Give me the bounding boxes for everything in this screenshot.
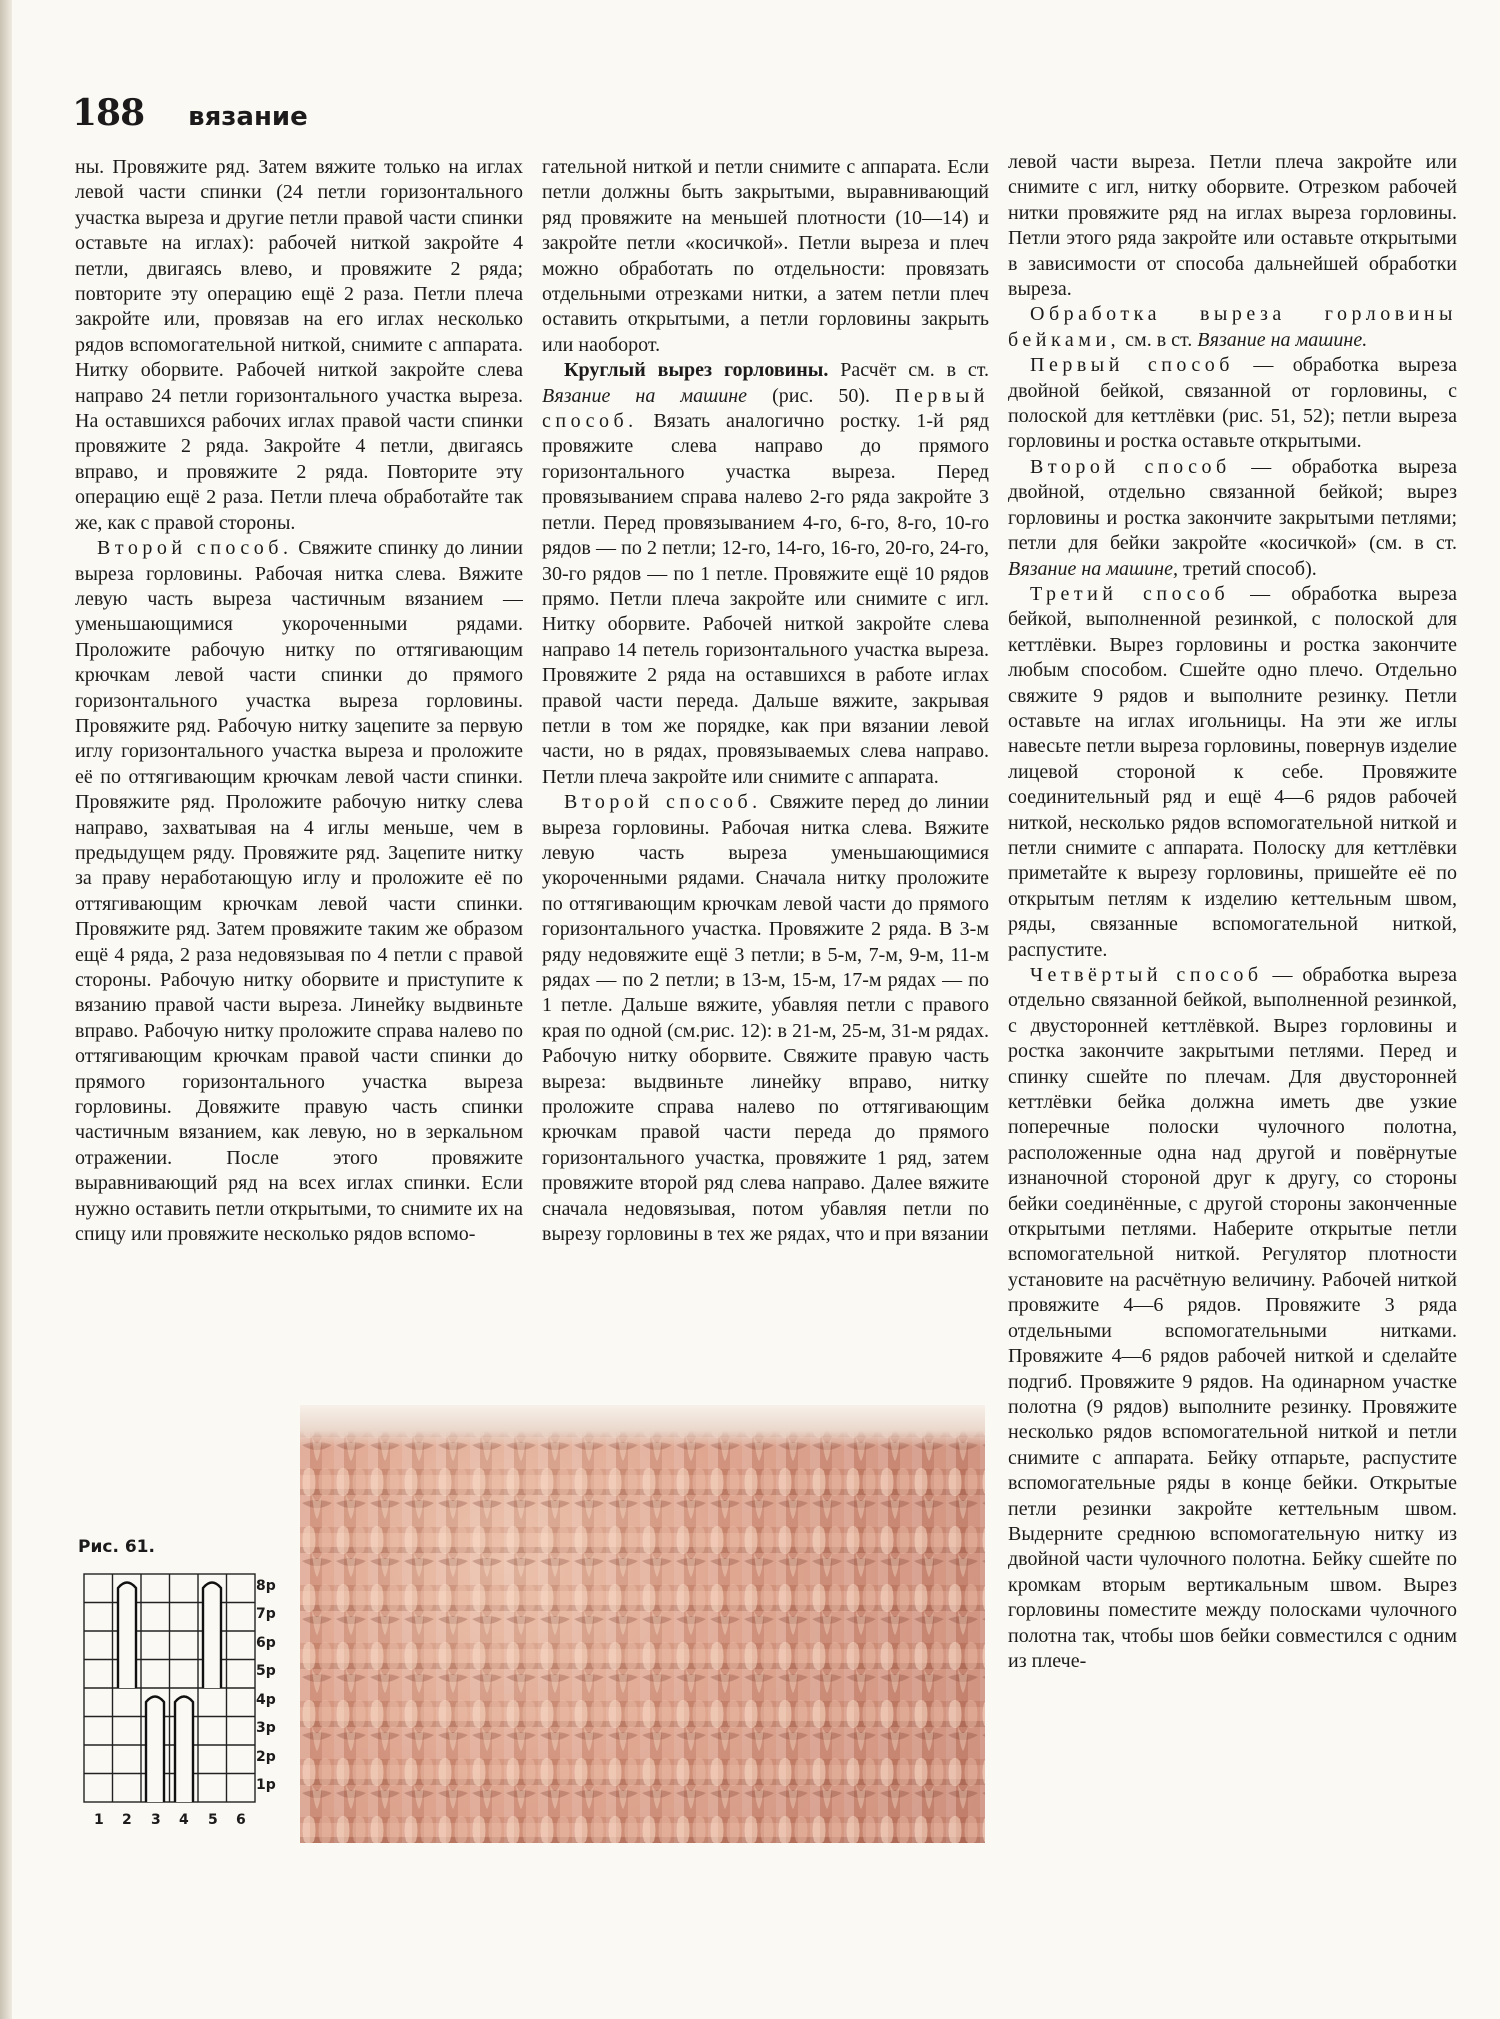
chart-col-label: 3 (151, 1812, 161, 1828)
paragraph-text: третий способ). (1177, 557, 1317, 580)
chart-col-label: 6 (236, 1812, 246, 1828)
knit-texture (300, 1405, 985, 1843)
text-column-2 (542, 155, 989, 1367)
chart-row-label: 8р (256, 1578, 276, 1594)
method-heading: Третий способ (1030, 582, 1230, 605)
chart-stitch-symbol (118, 1583, 136, 1689)
paragraph-text: Вязать аналогично ростку. 1-й ряд провяжите слева направо до прямого горизонтального участка выреза. Перед провязыванием справа налево 2-го ряда закройте 3 петли. Перед провязыванием 4-го, 6-го, 8-го, 10-го рядов — по 2 петли; 12-го, 14-го, 16-го, 20-го, 24-го, 30-го рядов — по 1 петле. Провяжите ещё 10 рядов прямо. Петли плеча закройте или снимите с игл. Нитку оборвите. Рабочей ниткой закройте слева направо 14 петель горизонтального участка выреза. Провяжите 2 ряда на оставшихся в работе иглах правой части переда. Дальше вяжите, закрывая петли в том же порядке, как при вязании левой части, но в рядах, провязываемых слева направо. Петли плеча закройте или снимите с аппарата. (542, 410, 989, 788)
paragraph-text: см. в ст. (1120, 328, 1198, 351)
paragraph-text: — обработка выреза двойной, отдельно связанной бейкой; вырез горловины и ростка закончите закрытыми петлями; петли для бейки закройте «косичкой» (см. в ст. (1008, 455, 1457, 555)
knitted-sample-photo (300, 1405, 985, 1843)
text-column-1 (75, 155, 523, 1369)
paragraph (542, 790, 989, 1247)
chart-row-label: 6р (256, 1635, 276, 1651)
paragraph-text: — обработка выреза отдельно связанной бейкой, выполненной резинкой, с двусторонней кеттлёвкой. Вырез горловины и ростка закончите закрытыми петлями. Перед и спинку сшейте по плечам. Для двусторонней кеттлёвки бейка должна иметь две узкие поперечные полоски чулочного полотна, расположенные одна над другой и повёрнутые изнаночной стороной друг к другу, со стороны бейки соединённые, с другой стороны законченные открытыми петлями. Наберите открытые петли вспомогательной ниткой. Регулятор плотности установите на расчётную величину. Рабочей ниткой провяжите 4—6 рядов. Провяжите 3 ряда отдельными вспомогательными нитками. Провяжите 4—6 рядов рабочей ниткой и сделайте подгиб. Провяжите 9 рядов. На одинарном участке полотна (9 рядов) выполните резинку. Провяжите несколько рядов вспомогательной ниткой и петли снимите с аппарата. Бейку отпарьте, распустите вспомогательные ряды в конце бейки. Открытые петли резинки закройте кеттельным швом. Выдерните среднюю вспомогательную нитку из двойной части чулочного полотна. Бейку сшейте по кромкам вторым вертикальным швом. Вырез горловины поместите между полосками чулочного полотна так, чтобы шов бейки совместился с одним из плече- (1008, 964, 1457, 1672)
cross-reference: Вязание на машине. (1197, 328, 1368, 351)
paragraph: гательной ниткой и петли снимите с аппарата. Если петли должны быть закрытыми, выравнивающий ряд провяжите на меньшей плотности (10—14) и закройте петли «косичкой». Петли выреза и плеч можно обработать по отдельности: провязать отдельными отрезками нитки, а затем петли плеч оставить открытыми, а петли горловины закрыть или наоборот. (542, 156, 989, 356)
paragraph-text: — обработка выреза бейкой, выполненной резинкой, с полоской для кеттлёвки. Вырез горловины и ростка закончите любым способом. Сшейте одно плечо. Отдельно свяжите 9 рядов и выполните резинку. Петли оставьте на иглах игольницы. На эти же иглы навесьте петли выреза горловины, повернув изделие лицевой стороной к себе. Провяжите соединительный ряд и ещё 4—6 рядов рабочей ниткой, несколько рядов вспомогательной ниткой и петли снимите с аппарата. Полоску для кеттлёвки приметайте к вырезу горловины, пришейте её по открытым петлям к изделию кеттельным швом, ряды, связанные вспомогательной ниткой, распустите. (1008, 582, 1457, 961)
paragraph (542, 358, 989, 790)
chart-row-label: 3р (256, 1720, 276, 1736)
paragraph (1008, 582, 1457, 963)
chart-row-label: 4р (256, 1692, 276, 1708)
chart-col-labels (82, 1812, 257, 1832)
chart-col-label: 1 (94, 1812, 104, 1828)
text-column-3 (1008, 150, 1457, 1850)
chart-row-label: 2р (256, 1749, 276, 1765)
paragraph: ны. Провяжите ряд. Затем вяжите только на иглах левой части спинки (24 петли горизонтального участка выреза и другие петли правой части спинки оставьте на иглах): рабочей ниткой закройте 4 петли, двигаясь влево, и провяжите 2 ряда; повторите эту операцию ещё 2 раза. Петли плеча закройте или, провязав на его иглах несколько рядов вспомогательной ниткой, снимите с аппарата. Нитку оборвите. Рабочей ниткой закройте слева направо 24 петли горизонтального участка выреза. На оставшихся рабочих иглах правой части спинки провяжите 2 ряда. Закройте 4 петли, двигаясь вправо, и провяжите 2 ряда. Повторите эту операцию ещё 2 раза. Петли плеча обработайте так же, как с правой стороны. (75, 156, 523, 534)
chart-col-label: 2 (122, 1812, 132, 1828)
page-number: 188 (72, 92, 145, 134)
chart-row-label: 1р (256, 1777, 276, 1793)
page-edge (0, 0, 12, 2019)
paragraph (1008, 302, 1457, 353)
paragraph (75, 536, 523, 1247)
method-heading: Первый способ (1030, 354, 1234, 377)
method-heading: Первый способ. (542, 384, 989, 433)
subsection-title: Круглый вырез горловины. (564, 359, 829, 382)
method-heading: Второй способ. (564, 791, 762, 814)
paragraph (1008, 963, 1457, 1674)
paragraph-text: Свяжите перед до линии выреза горловины. Рабочая нитка слева. Вяжите левую часть выреза уменьшающимися укороченными рядами. Сначала нитку проложите по оттягивающим крючкам левой части до прямого горизонтального участка. Провяжите 2 ряда. В 3-м ряду недовяжите ещё 3 петли; в 5-м, 7-м, 9-м, 11-м рядах — по 2 петли; в 13-м, 15-м, 17-м рядах — по 1 петле. Дальше вяжите, убавляя петли с правого края по одной (см.рис. 12): в 21-м, 25-м, 31-м рядах. Рабочую нитку оборвите. Свяжите правую часть выреза: выдвиньте линейку вправо, нитку проложите справа налево по оттягивающим крючкам правой части переда до прямого горизонтального участка, провяжите 1 ряд, затем провяжите второй ряд слева направо. Далее вяжите сначала недовязывая, потом убавляя петли по вырезу горловины в тех же рядах, что и при вязании (542, 791, 989, 1246)
paragraph-text: — обработка выреза двойной бейкой, связанной от горловины, с полоской для кеттлёвки (рис. 51, 52); петли выреза горловины и ростка оставьте открытыми. (1008, 354, 1457, 453)
page-header (72, 92, 308, 134)
method-heading: Второй способ. (97, 537, 293, 560)
chart-row-label: 7р (256, 1606, 276, 1622)
paragraph: левой части выреза. Петли плеча закройте или снимите с игл, нитку оборвите. Отрезком рабочей нитки провяжите ряд на иглах выреза горловины. Петли этого ряда закройте или оставьте открытыми в зависимости от способа дальнейшей обработки выреза. (1008, 151, 1457, 301)
chart-col-label: 5 (208, 1812, 218, 1828)
cross-reference: Вязание на машине, (1008, 557, 1178, 580)
figure-label: Рис. 61. (78, 1537, 155, 1557)
chart-stitch-symbol (175, 1697, 193, 1803)
chart-stitch-symbol (203, 1583, 221, 1689)
paragraph-text: Расчёт см. в ст. (828, 359, 989, 382)
chart-stitch-symbol (146, 1697, 164, 1803)
paragraph (1008, 353, 1457, 455)
knitting-chart (82, 1572, 257, 1804)
method-heading: Четвёртый способ (1030, 964, 1263, 986)
photo-cast-on-edge (300, 1405, 985, 1447)
chart-row-label: 5р (256, 1663, 276, 1679)
cross-reference: Вязание на машине (542, 384, 748, 407)
chart-col-label: 4 (179, 1812, 189, 1828)
method-heading: Второй способ (1030, 455, 1231, 478)
subsection-heading: Обработка выреза горловины бейками, (1008, 303, 1457, 351)
paragraph-text: (рис. 50). (747, 384, 896, 407)
section-title: вязание (188, 102, 308, 132)
paragraph (1008, 455, 1457, 582)
paragraph-text: Свяжите спинку до линии выреза горловины. Рабочая нитка слева. Вяжите левую часть выреза частичным вязанием — уменьшающимися укороченными рядами. Проложите рабочую нитку по оттягивающим крючкам левой части спинки до прямого горизонтального участка выреза горловины. Провяжите ряд. Рабочую нитку зацепите за первую иглу горизонтального участка выреза и проложите её по оттягивающим крючкам левой части спинки. Провяжите ряд. Проложите рабочую нитку слева направо, захватывая на 4 иглы меньше, чем в предыдущем ряду. Провяжите ряд. Зацепите нитку за праву неработающую иглу и проложите её по оттягивающим крючкам левой части спинки. Провяжите ряд. Затем провяжите таким же образом ещё 4 ряда, 2 раза недовязывая по 4 петли с правой стороны. Рабочую нитку оборвите и приступите к вязанию правой части выреза. Линейку выдвиньте вправо. Рабочую нитку проложите справа налево по оттягивающим крючкам правой части спинки до прямого горизонтального участка выреза горловины. Довяжите правую часть спинки частичным вязанием, как левую, но в зеркальном отражении. После этого провяжите выравнивающий ряд на всех иглах спинки. Если нужно оставить петли открытыми, то снимите их на спицу или провяжите несколько рядов вспомо- (75, 537, 523, 1246)
